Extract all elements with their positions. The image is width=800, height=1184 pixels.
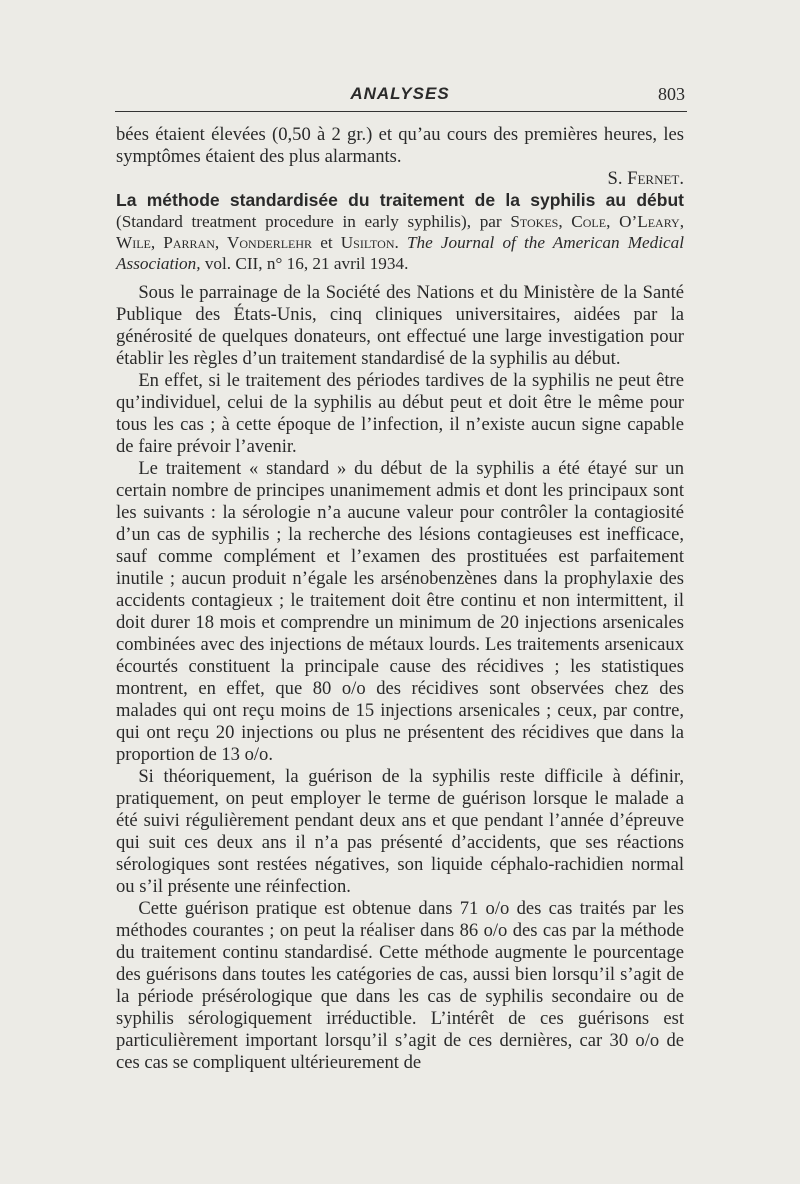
paragraph: Le traitement « standard » du début de la syphilis a été étayé sur un certain nombre de principes unanimement admis et dont les principaux sont les suivants : la sérologie n’a aucune valeur pour contrôler la contagiosité d’un cas de syphilis ; la recherche des lésions contagieuses est inefficace, sauf comme complément et l’examen des prostituées est parfaitement inutile ; aucun produit n’égale les arsénobenzènes dans la prophylaxie des accidents contagieux ; le traitement doit être continu et non intermittent, il doit durer 18 mois et comprendre un minimum de 20 injections arsenicales combinées avec des injections de métaux lourds. Les traitements arsenicaux écourtés constituent la principale cause des récidives ; les statistiques montrent, en effet, que 80 o/o des récidives sont observées chez des malades qui ont reçu moins de 15 injections arsenicales ; ceux, par contre, qui ont reçu 20 injections ou plus ne présentent des récidives que dans la proportion de 13 o/o. bbox=[116, 458, 684, 765]
article-authors: Stokes, Cole, O’Leary, Wile, Parran, Vonderlehr bbox=[116, 212, 685, 252]
article-heading bbox=[116, 190, 684, 274]
article-body bbox=[116, 282, 684, 1074]
original-title: (Standard treatment procedure in early syphilis), par bbox=[116, 212, 502, 231]
paragraph: En effet, si le traitement des périodes tardives de la syphilis ne peut être qu’individuel, celui de la syphilis au début peut et doit être le même pour tous les cas ; à cette époque de l’infection, il n’existe aucun signe capable de faire prévoir l’avenir. bbox=[116, 370, 684, 457]
article-title: La méthode standardisée du traitement de la syphilis au début bbox=[116, 190, 684, 210]
page-header bbox=[115, 84, 685, 108]
volume-info: vol. CII, n° 16, 21 avril 1934. bbox=[204, 254, 409, 273]
authors-joiner: et bbox=[320, 233, 333, 252]
running-title: ANALYSES bbox=[350, 84, 450, 103]
article-last-author: Usilton. bbox=[340, 233, 399, 252]
previous-text-line-1: bées étaient élevées (0,50 à 2 gr.) et qu’au cours des premières heures, bbox=[116, 124, 658, 145]
paragraph: Cette guérison pratique est obtenue dans 71 o/o des cas traités par les méthodes courantes ; on peut la réaliser dans 86 o/o des cas par la méthode du traitement continu standardisé. Cette méthode augmente le pourcentage des guérisons dans toutes les catégories de cas, aussi bien lorsqu’il s’agit de la période présérologique que dans les cas de syphilis secondaire ou de syphilis sérologiquement irréductible. L’intérêt de ces guérisons est particulièrement important lorsqu’il s’agit de ces dernières, car 30 o/o de ces cas se compliquent ultérieurement de bbox=[116, 898, 684, 1073]
page-number: 803 bbox=[658, 84, 685, 104]
previous-article-ending bbox=[116, 124, 684, 168]
previous-article-author: S. Fernet. bbox=[607, 168, 684, 189]
journal-name: The Journal of the American Medical Association, bbox=[116, 233, 685, 273]
paragraph: Sous le parrainage de la Société des Nations et du Ministère de la Santé Publique des États-Unis, cinq cliniques universitaires, aidées par la générosité de quelques donateurs, ont effectué une large investigation pour établir les règles d’un traitement standardisé de la syphilis au début. bbox=[116, 282, 684, 369]
header-rule bbox=[115, 111, 687, 112]
previous-text-line-2: les symptômes étaient des plus alarmants. bbox=[116, 124, 684, 167]
paragraph: Si théoriquement, la guérison de la syphilis reste difficile à définir, pratiquement, on peut employer le terme de guérison lorsque le malade a été suivi régulièrement pendant deux ans et que pendant l’année d’épreuve qui suit ces deux ans il n’a pas présenté d’accidents, que ses réactions sérologiques sont restées négatives, son liquide céphalo-rachidien normal ou s’il présente une réinfection. bbox=[116, 766, 684, 897]
page-body bbox=[116, 124, 684, 1074]
